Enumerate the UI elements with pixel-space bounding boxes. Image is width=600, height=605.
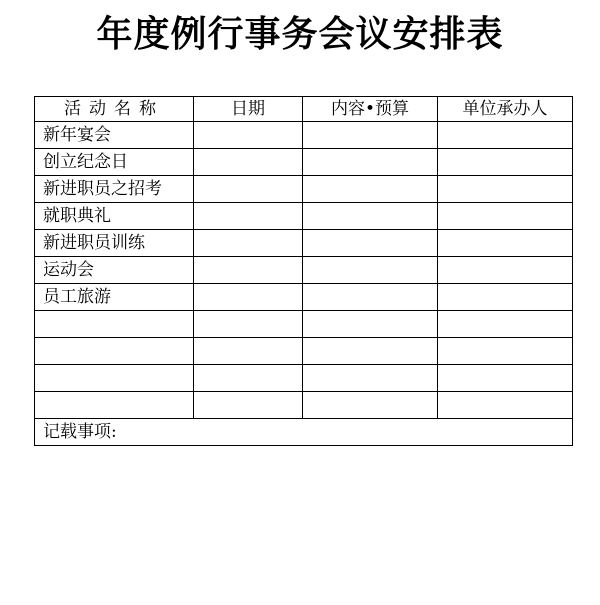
schedule-table — [34, 96, 573, 446]
activity-name-cell[interactable]: 新年宴会 — [35, 122, 194, 149]
date-cell[interactable] — [194, 230, 303, 257]
date-cell[interactable] — [194, 203, 303, 230]
table-row — [35, 365, 573, 392]
date-cell[interactable] — [194, 338, 303, 365]
activity-name-cell[interactable] — [35, 392, 194, 419]
date-cell[interactable] — [194, 284, 303, 311]
date-cell[interactable] — [194, 149, 303, 176]
date-cell[interactable] — [194, 122, 303, 149]
organizer-cell[interactable] — [438, 149, 573, 176]
organizer-cell[interactable] — [438, 230, 573, 257]
date-cell[interactable] — [194, 176, 303, 203]
table-row — [35, 176, 573, 203]
organizer-cell[interactable] — [438, 338, 573, 365]
content-budget-cell[interactable] — [303, 122, 438, 149]
table-row — [35, 338, 573, 365]
table-row — [35, 122, 573, 149]
header-organizer: 单位承办人 — [438, 97, 573, 122]
document-title: 年度例行事务会议安排表 — [96, 13, 504, 55]
activity-name-cell[interactable] — [35, 338, 194, 365]
activity-name-cell[interactable]: 员工旅游 — [35, 284, 194, 311]
notes-label: 记载事项: — [43, 422, 117, 442]
activity-name-cell[interactable]: 就职典礼 — [35, 203, 194, 230]
table-row — [35, 257, 573, 284]
content-budget-cell[interactable] — [303, 230, 438, 257]
header-date: 日期 — [194, 97, 303, 122]
organizer-cell[interactable] — [438, 365, 573, 392]
content-budget-cell[interactable] — [303, 311, 438, 338]
content-budget-cell[interactable] — [303, 284, 438, 311]
organizer-cell[interactable] — [438, 311, 573, 338]
table-row — [35, 392, 573, 419]
table-row — [35, 230, 573, 257]
organizer-cell[interactable] — [438, 257, 573, 284]
header-activity-name: 活动名称 — [35, 97, 194, 122]
header-content-budget: 内容•预算 — [303, 97, 438, 122]
activity-name-cell[interactable]: 创立纪念日 — [35, 149, 194, 176]
organizer-cell[interactable] — [438, 392, 573, 419]
organizer-cell[interactable] — [438, 203, 573, 230]
date-cell[interactable] — [194, 257, 303, 284]
table-row — [35, 284, 573, 311]
organizer-cell[interactable] — [438, 122, 573, 149]
date-cell[interactable] — [194, 365, 303, 392]
activity-name-cell[interactable]: 新进职员训练 — [35, 230, 194, 257]
table-row — [35, 203, 573, 230]
content-budget-cell[interactable] — [303, 176, 438, 203]
organizer-cell[interactable] — [438, 176, 573, 203]
activity-name-cell[interactable] — [35, 311, 194, 338]
content-budget-cell[interactable] — [303, 149, 438, 176]
date-cell[interactable] — [194, 392, 303, 419]
activity-name-cell[interactable]: 新进职员之招考 — [35, 176, 194, 203]
activity-name-cell[interactable]: 运动会 — [35, 257, 194, 284]
date-cell[interactable] — [194, 311, 303, 338]
content-budget-cell[interactable] — [303, 365, 438, 392]
content-budget-cell[interactable] — [303, 257, 438, 284]
activity-name-cell[interactable] — [35, 365, 194, 392]
content-budget-cell[interactable] — [303, 338, 438, 365]
table-row — [35, 149, 573, 176]
table-body — [35, 122, 573, 419]
notes-row — [35, 419, 573, 446]
organizer-cell[interactable] — [438, 284, 573, 311]
content-budget-cell[interactable] — [303, 203, 438, 230]
table-row — [35, 311, 573, 338]
header-row — [35, 97, 573, 122]
content-budget-cell[interactable] — [303, 392, 438, 419]
notes-section[interactable] — [35, 419, 573, 446]
